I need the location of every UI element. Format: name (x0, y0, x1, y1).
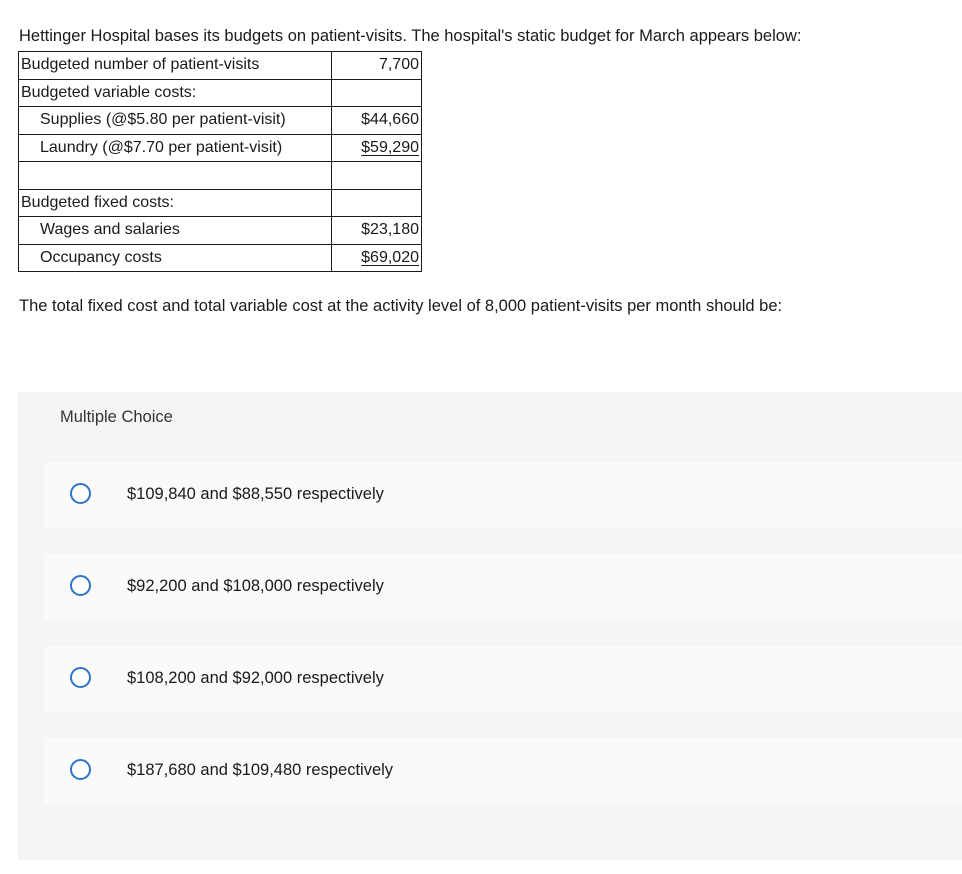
choice-option-2[interactable] (44, 554, 962, 620)
row-label: Supplies (@$5.80 per patient-visit) (19, 107, 332, 135)
row-value (332, 162, 422, 190)
choice-option-4[interactable] (44, 738, 962, 804)
row-label (19, 162, 332, 190)
multiple-choice-header: Multiple Choice (60, 408, 173, 426)
table-row (19, 107, 422, 135)
row-label: Budgeted fixed costs: (19, 189, 332, 217)
radio-button-icon[interactable] (70, 483, 91, 504)
choice-label: $92,200 and $108,000 respectively (127, 577, 384, 595)
row-value (332, 79, 422, 107)
table-row (19, 217, 422, 245)
radio-button-icon[interactable] (70, 759, 91, 780)
table-row (19, 52, 422, 80)
choice-label: $187,680 and $109,480 respectively (127, 761, 394, 779)
row-label: Laundry (@$7.70 per patient-visit) (19, 134, 332, 162)
choice-label: $108,200 and $92,000 respectively (127, 669, 384, 687)
row-label: Budgeted variable costs: (19, 79, 332, 107)
table-row (19, 162, 422, 190)
table-row (19, 244, 422, 272)
row-label: Occupancy costs (19, 244, 332, 272)
choice-option-3[interactable] (44, 646, 962, 712)
static-budget-table (18, 51, 422, 272)
table-row (19, 189, 422, 217)
row-label: Wages and salaries (19, 217, 332, 245)
multiple-choice-panel (18, 392, 962, 860)
choice-option-1[interactable] (44, 462, 962, 528)
radio-button-icon[interactable] (70, 575, 91, 596)
intro-text: Hettinger Hospital bases its budgets on patient-visits. The hospital's static budget for March appears below: (19, 27, 802, 45)
question-text: The total fixed cost and total variable cost at the activity level of 8,000 patient-visits per month should be: (19, 297, 783, 315)
table-row (19, 79, 422, 107)
row-value: $23,180 (332, 217, 422, 245)
radio-button-icon[interactable] (70, 667, 91, 688)
row-value: $44,660 (332, 107, 422, 135)
table-row (19, 134, 422, 162)
row-value: $69,020 (361, 248, 419, 266)
row-value: 7,700 (332, 52, 422, 80)
row-label: Budgeted number of patient-visits (19, 52, 332, 80)
choice-label: $109,840 and $88,550 respectively (127, 485, 384, 503)
row-value (332, 189, 422, 217)
row-value: $59,290 (361, 138, 419, 156)
